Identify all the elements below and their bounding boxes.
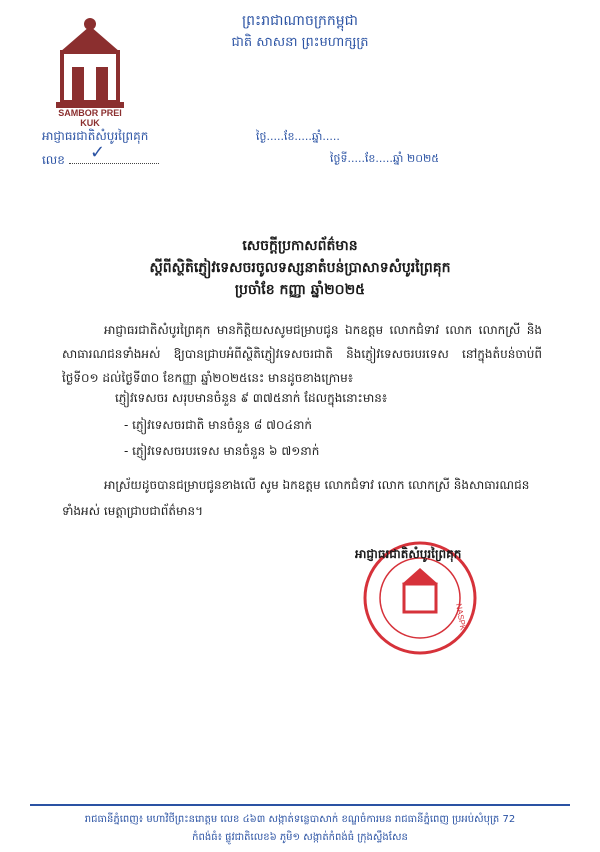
check-icon: ✓ <box>90 142 106 163</box>
organization-name: អាជ្ញាធរជាតិសំបូរព្រៃគុក <box>42 129 149 143</box>
footer-divider <box>30 804 570 806</box>
closing-paragraph: អាស្រ័យដូចបានជម្រាបជូនខាងលើ សូម ឯកឧត្តម លោកជំទាវ លោក លោកស្រី និងសាធារណជនទាំងអស់ មេត្តាជ្រាបជាព័ត៌មាន។ <box>62 478 530 518</box>
announcement-subject: ស្តីពីស្ថិតិភ្ញៀវទេសចរចូលទស្សនាតំបន់ប្រាសាទសំបូរព្រៃគុក <box>149 260 451 276</box>
solar-date: ថ្ងៃទី.....ខែ.....ឆ្នាំ ២០២៥ <box>330 152 440 165</box>
sambor-prei-kuk-logo <box>50 12 130 122</box>
reference-label: លេខ <box>42 153 65 167</box>
kingdom-heading: ព្រះរាជាណាចក្រកម្ពុជា <box>241 13 358 29</box>
logo-caption: SAMBOR PREI KUK <box>58 108 122 128</box>
list-item: - ភ្ញៀវទេសចរបរទេស មានចំនួន ៦ ៧១នាក់ <box>124 444 320 458</box>
stamp-label: NASPK <box>454 602 468 632</box>
footer-address-phnom-penh: រាជធានីភ្នំពេញ៖ មហាវិថីព្រះនរោត្តម លេខ ៤៦៣ សង្កាត់ទន្លេបាសាក់ ខណ្ឌចំការមន រាជធានីភ្នំពេញ ប្រអប់សំបុត្រ 72 <box>84 814 516 825</box>
lunar-date: ថ្ងៃ.....ខែ.....ឆ្នាំ..... <box>256 130 340 143</box>
visitor-summary: ភ្ញៀវទេសចរ សរុបមានចំនួន ៩ ៣៧៥នាក់ ដែលក្នុងនោះមាន៖ <box>115 391 388 405</box>
announcement-period: ប្រចាំខែ កញ្ញា ឆ្នាំ២០២៥ <box>234 282 366 298</box>
national-motto: ជាតិ សាសនា ព្រះមហាក្សត្រ <box>231 35 369 50</box>
signature-organization: អាជ្ញាធរជាតិសំបូរព្រៃគុក <box>355 547 462 561</box>
list-item: - ភ្ញៀវទេសចរជាតិ មានចំនួន ៨ ៧០៤នាក់ <box>124 418 312 432</box>
announcement-title: សេចក្តីប្រកាសព័ត៌មាន <box>242 238 358 254</box>
visitor-breakdown <box>124 412 319 464</box>
footer-address-kampong-thom: កំពង់ធំ៖ ផ្លូវជាតិលេខ៦ ភូមិ១ សង្កាត់កំពង់ធំ ក្រុងស្ទឹងសែន <box>192 832 408 843</box>
body-paragraph: អាជ្ញាធរជាតិសំបូរព្រៃគុក មានកិត្តិយសសូមជម្រាបជូន ឯកឧត្តម លោកជំទាវ លោក លោកស្រី និងសាធារណជនទាំងអស់ ឱ្យបានជ្រាបអំពីស្ថិតិភ្ញៀវទេសចរជាតិ និងភ្ញៀវទេសចរបរទេស នៅក្នុងតំបន់ចាប់ពីថ្ងៃទី០១ ដល់ថ្ងៃទី៣០ ខែកញ្ញា ឆ្នាំ២០២៥នេះ មានដូចខាងក្រោម៖ <box>62 323 542 385</box>
